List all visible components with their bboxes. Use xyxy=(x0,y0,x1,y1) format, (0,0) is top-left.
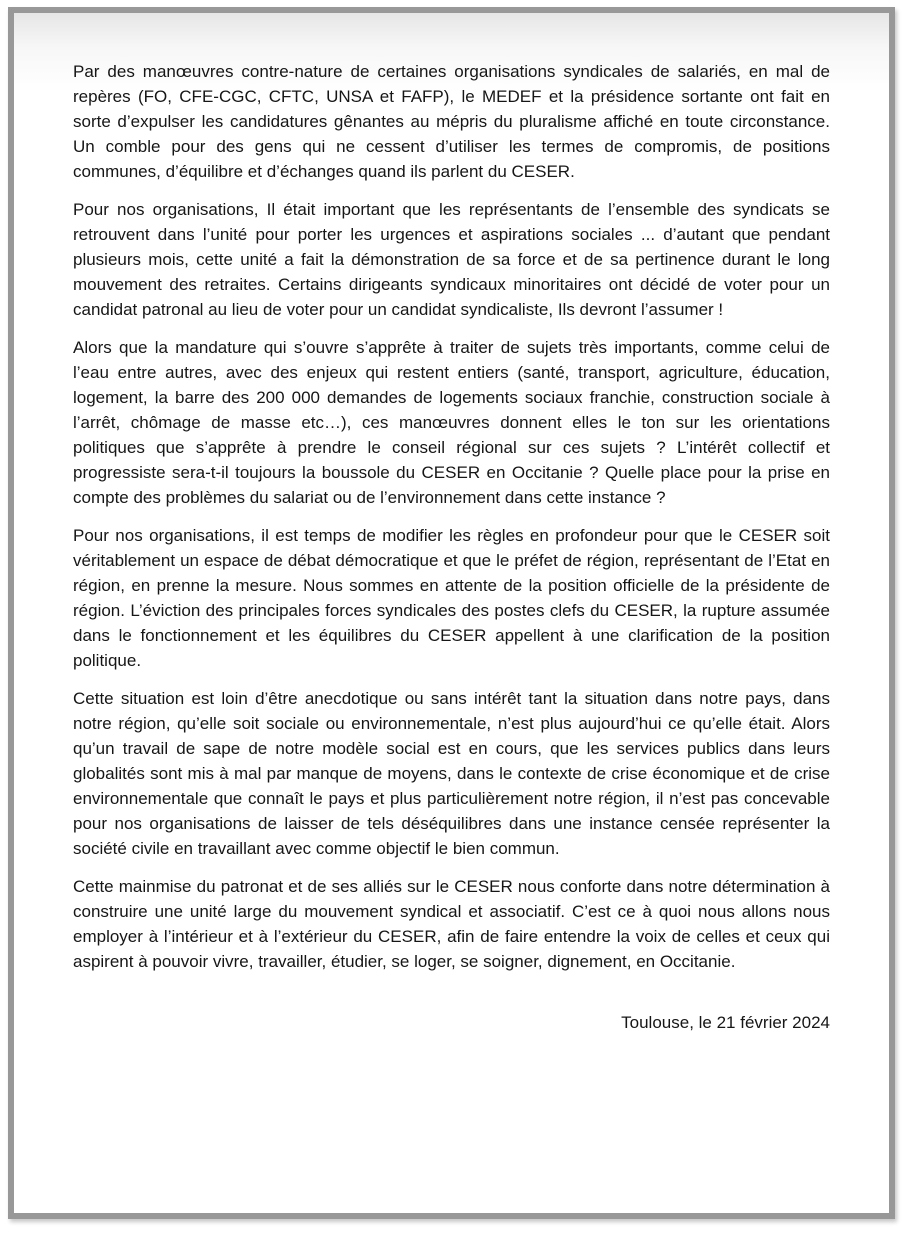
dateline: Toulouse, le 21 février 2024 xyxy=(621,1013,830,1032)
body-paragraph: Cette situation est loin d’être anecdotique ou sans intérêt tant la situation dans notre pays, dans notre région, qu’elle soit sociale ou environnementale, n’est plus aujourd’hui ce qu’elle était. Alors qu’un travail de sape de notre modèle social est en cours, que les services publics dans leurs globalités sont mis à mal par manque de moyens, dans le contexte de crise économique et de crise environnementale que connaît le pays et plus particulièrement notre région, il n’est pas concevable pour nos organisations de laisser de tels déséquilibres dans une instance censée représenter la société civile en travaillant avec comme objectif le bien commun. xyxy=(73,689,830,858)
body-paragraph: Pour nos organisations, Il était important que les représentants de l’ensemble des syndicats se retrouvent dans l’unité pour porter les urgences et aspirations sociales ... d’autant que pendant plusieurs mois, cette unité a fait la démonstration de sa force et de sa pertinence durant le long mouvement des retraites. Certains dirigeants syndicaux minoritaires ont décidé de voter pour un candidat patronal au lieu de voter pour un candidat syndicaliste, Ils devront l’assumer ! xyxy=(73,200,830,319)
body-paragraph: Par des manœuvres contre-nature de certaines organisations syndicales de salariés, en mal de repères (FO, CFE-CGC, CFTC, UNSA et FAFP), le MEDEF et la présidence sortante ont fait en sorte d’expulser les candidatures gênantes au mépris du pluralisme affiché en toute circonstance. Un comble pour des gens qui ne cessent d’utiliser les termes de compromis, de positions communes, d’équilibre et d’échanges quand ils parlent du CESER. xyxy=(73,62,830,181)
document-body xyxy=(14,13,889,1213)
document-page xyxy=(8,7,895,1219)
body-paragraph: Alors que la mandature qui s’ouvre s’apprête à traiter de sujets très importants, comme celui de l’eau entre autres, avec des enjeux qui restent entiers (santé, transport, agriculture, éducation, logement, la barre des 200 000 demandes de logements sociaux franchie, construction sociale à l’arrêt, chômage de masse etc…), ces manœuvres donnent elles le ton sur les orientations politiques que s’apprête à prendre le conseil régional sur ces sujets ? L’intérêt collectif et progressiste sera-t-il toujours la boussole du CESER en Occitanie ? Quelle place pour la prise en compte des problèmes du salariat ou de l’environnement dans cette instance ? xyxy=(73,338,830,507)
body-paragraph: Cette mainmise du patronat et de ses alliés sur le CESER nous conforte dans notre détermination à construire une unité large du mouvement syndical et associatif. C’est ce à quoi nous allons nous employer à l’intérieur et à l’extérieur du CESER, afin de faire entendre la voix de celles et ceux qui aspirent à pouvoir vivre, travailler, étudier, se loger, se soigner, dignement, en Occitanie. xyxy=(73,877,830,971)
body-paragraph: Pour nos organisations, il est temps de modifier les règles en profondeur pour que le CESER soit véritablement un espace de débat démocratique et que le préfet de région, représentant de l’Etat en région, en prenne la mesure. Nous sommes en attente de la position officielle de la présidente de région. L’éviction des principales forces syndicales des postes clefs du CESER, la rupture assumée dans le fonctionnement et les équilibres du CESER appellent à une clarification de la position politique. xyxy=(73,526,830,670)
